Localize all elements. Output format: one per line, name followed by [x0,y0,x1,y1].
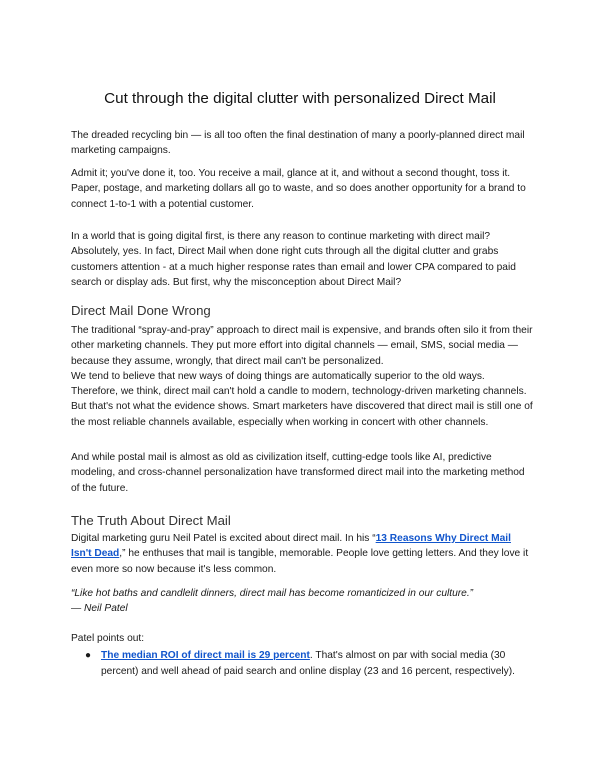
section2-text-before-link: Digital marketing guru Neil Patel is excited about direct mail. In his “ [71,533,376,544]
document-title: Cut through the digital clutter with personalized Direct Mail [104,90,496,107]
median-roi-link[interactable]: The median ROI of direct mail is 29 percent [101,650,310,662]
section1-paragraph-1: The traditional “spray-and-pray” approach to direct mail is expensive, and brands often silo it from their other marketing channels. They put more effort into digital channels — email, SMS, social media — because they assume, wrongly, that direct mail can't be personalized. [71,325,533,367]
section-heading-truth-about-direct-mail: The Truth About Direct Mail [71,513,231,528]
bullet-icon: ● [85,650,92,662]
patel-quote [71,586,534,617]
quote-attribution: — Neil Patel [71,603,128,615]
section-heading-direct-mail-done-wrong: Direct Mail Done Wrong [71,303,211,318]
bullet-text: . That's almost on par with social media (30 percent) and well ahead of paid search and online display (23 and 16 percent, respectively). [101,650,515,677]
patel-points [71,631,534,679]
list-item [85,648,534,679]
section2-text-after-link: ,” he enthuses that mail is tangible, memorable. People love getting letters. And they love it even more so now because it's less common. [71,548,529,575]
patel-article-link[interactable]: 13 Reasons Why Direct Mail Isn't Dead [71,533,511,560]
section1-body [71,323,534,430]
section1-paragraph-3: And while postal mail is almost as old as civilization itself, cutting-edge tools like AI, predictive modeling, and cross-channel personalization have transformed direct mail into the marketing method of the future. [71,452,525,494]
points-intro: Patel points out: [71,633,145,644]
section1-paragraph-2: We tend to believe that new ways of doing things are automatically superior to the old ways. Therefore, we think, direct mail can't hold a candle to modern, technology-driven marketing channels. But that's not what the evidence shows. Smart marketers have discovered that direct mail is still one of the most reliable channels available, especially when working in concert with other channels. [71,370,533,428]
quote-text: “Like hot baths and candlelit dinners, direct mail has become romanticized in our culture.” [71,588,474,599]
intro-paragraph-3: In a world that is going digital first, is there any reason to continue marketing with direct mail? Absolutely, yes. In fact, Direct Mail when done right cuts through all the digital clutter and grabs customers attention - at a much higher response rates than email and lower CPA compared to paid search or display ads. But first, why the misconception about Direct Mail? [71,231,516,288]
intro-paragraph-2: Admit it; you've done it, too. You receive a mail, glance at it, and without a second thought, toss it. Paper, postage, and marketing dollars all go to waste, and so does another opportunity for a brand to connect 1-to-1 with a potential customer. [71,168,526,210]
section2-paragraph-1 [71,531,534,577]
points-list [71,648,534,679]
intro-paragraph-1: The dreaded recycling bin — is all too often the final destination of many a poorly-planned direct mail marketing campaigns. [71,130,525,157]
